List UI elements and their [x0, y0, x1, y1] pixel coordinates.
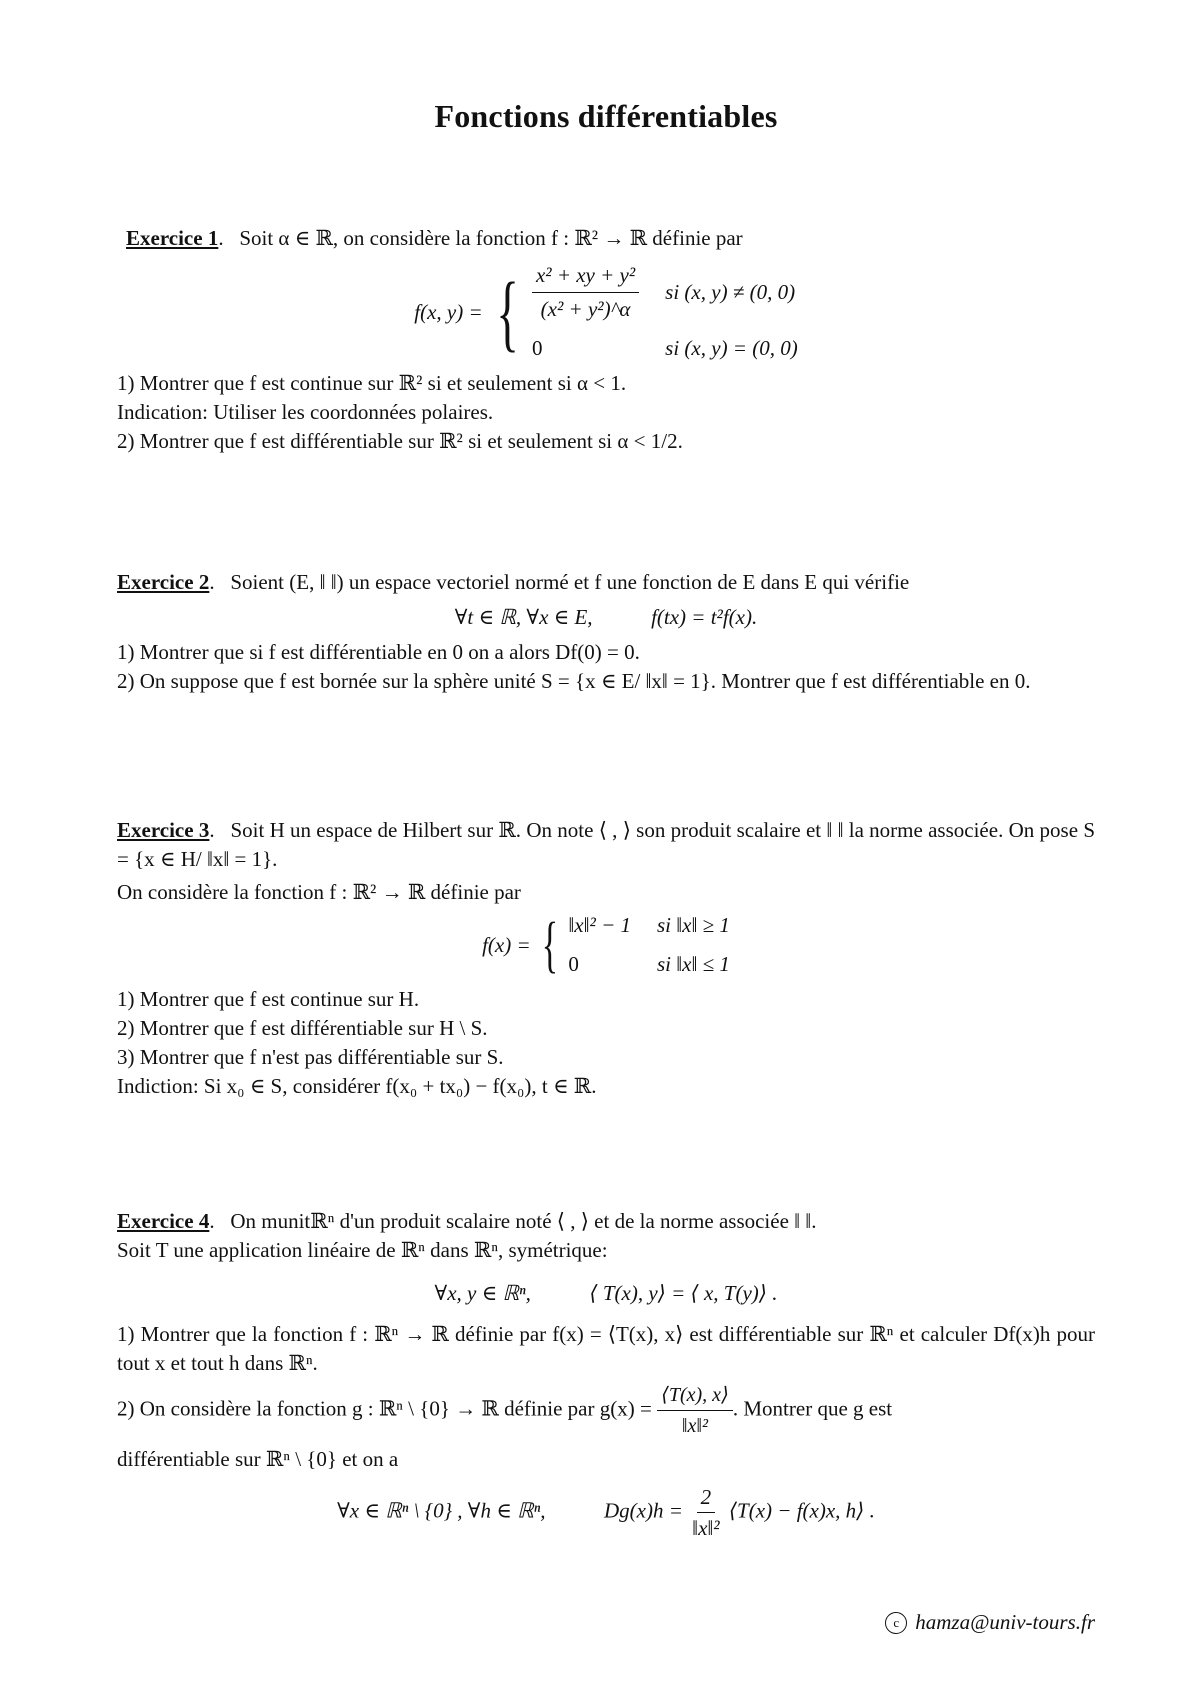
exercise-1-numerator: x² + xy + y² — [532, 261, 639, 293]
exercise-4-final-rhs: ⟨T(x) − f(x)x, h⟩ . — [728, 1498, 875, 1523]
exercise-4-symmetry-formula — [117, 1279, 1095, 1308]
exercise-1-condition-1: si (x, y) ≠ (0, 0) — [665, 280, 796, 304]
exercise-4-formula-quantifiers: ∀x, y ∈ ℝⁿ, — [434, 1281, 531, 1305]
exercise-2-question-2: 2) On suppose que f est bornée sur la sphère unité S = {x ∈ E/ ‖x‖ = 1}. Montrer que f est différentiable en 0. — [117, 669, 1031, 693]
exercise-3-question-1: 1) Montrer que f est continue sur H. — [117, 987, 420, 1011]
exercise-3-question-3: 3) Montrer que f n'est pas différentiable sur S. — [117, 1045, 504, 1069]
exercise-4-question-2-start: 2) On considère la fonction g : ℝⁿ \ {0} → ℝ définie par g(x) = — [117, 1396, 652, 1421]
exercise-1-definition — [117, 261, 1095, 363]
exercise-1-condition-2: si (x, y) = (0, 0) — [665, 336, 798, 360]
exercise-3-case-2: 0 — [568, 952, 579, 976]
exercise-3-lhs: f(x) = — [482, 932, 531, 957]
left-brace: { — [495, 264, 519, 360]
exercise-3-intro-2: On considère la fonction f : ℝ² → ℝ définie par — [117, 880, 521, 904]
exercise-4-g-numerator: ⟨T(x), x⟩ — [657, 1382, 733, 1411]
author-email: hamza@univ-tours.fr — [915, 1610, 1095, 1634]
exercise-4-g-fraction — [657, 1382, 733, 1439]
exercise-4-final-denominator: ‖x‖² — [692, 1516, 720, 1540]
exercise-3-condition-2: si ‖x‖ ≤ 1 — [657, 952, 730, 976]
exercise-1-intro: Soit α ∈ ℝ, on considère la fonction f : ℝ² → ℝ définie par — [239, 226, 743, 250]
exercise-1-hint: Indication: Utiliser les coordonnées polaires. — [117, 400, 494, 424]
exercise-1-question-2: 2) Montrer que f est différentiable sur ℝ² si et seulement si α < 1/2. — [117, 429, 683, 453]
exercise-3-hint: Indiction: Si x₀ ∈ S, considérer f(x₀ + tx₀) − f(x₀), t ∈ ℝ. — [117, 1074, 597, 1098]
exercise-3: Exercice 3. Soit H un espace de Hilbert sur ℝ. On note ⟨ , ⟩ son produit scalaire et ‖ ‖ la norme associée. On pose S = {x ∈ H/ ‖x‖ = 1}. On considère la fonction f : ℝ² → ℝ définie par f(x) = { ‖x‖² − 1 si ‖x‖ ≥ 1 0 si ‖x‖ ≤ 1 1) Montrer que f est continue sur H. 2) Montrer que f est différentiable sur H \ S. 3) Montrer que f n'est pas différentiable sur S. Indiction: Si x₀ ∈ S, considérer f(x₀ + tx₀) − f(x₀), t ∈ ℝ. — [117, 816, 1095, 1101]
exercise-1-case-2: 0 — [531, 336, 543, 360]
exercise-4-question-1: 1) Montrer que la fonction f : ℝⁿ → ℝ définie par f(x) = ⟨T(x), x⟩ est différentiable sur ℝⁿ et calculer Df(x)h pour tout x et tout h dans ℝⁿ. — [117, 1322, 1095, 1375]
copyright-icon: c — [885, 1612, 907, 1634]
exercise-4-question-2 — [117, 1382, 1095, 1439]
exercise-2-question-1: 1) Montrer que si f est différentiable en 0 on a alors Df(0) = 0. — [117, 640, 640, 664]
exercise-4-question-2-end: . Montrer que g est — [732, 1396, 893, 1421]
exercise-1-heading: Exercice 1 — [126, 226, 219, 250]
exercise-4-final-fraction — [688, 1484, 723, 1541]
exercise-4: Exercice 4. On munitℝⁿ d'un produit scalaire noté ⟨ , ⟩ et de la norme associée ‖ ‖. Soit T une application linéaire de ℝⁿ dans ℝⁿ, symétrique: ∀x, y ∈ ℝⁿ, ⟨ T(x), y⟩ = ⟨ x, T(y)⟩ . 1) Montrer que la fonction f : ℝⁿ → ℝ définie par f(x) = ⟨T(x), x⟩ est différentiable sur ℝⁿ et calculer Df(x)h pour tout x et tout h dans ℝⁿ. 2) On considère la fonction g : ℝⁿ \ {0} → ℝ définie par g(x) = $\frac{⟨T(x), x⟩}{\text{‖x‖²}}$ . Montrer que g est différentiable sur ℝⁿ \ {0} et on a ∀x ∈ ℝⁿ \ {0} , ∀h ∈ ℝⁿ, Dg(x)h = $\frac{2}{\text{‖x‖²}}$ ⟨T(x) − f(x)x, h⟩ . — [117, 1209, 1095, 1540]
exercise-4-intro: On munitℝⁿ d'un produit scalaire noté ⟨ , ⟩ et de la norme associée ‖ ‖. — [230, 1209, 817, 1233]
exercise-4-final-formula — [117, 1484, 1095, 1541]
exercise-4-formula-identity: ⟨ T(x), y⟩ = ⟨ x, T(y)⟩ . — [589, 1281, 778, 1305]
exercise-4-g-denominator: ‖x‖² — [681, 1415, 709, 1437]
exercise-1-denominator: (x² + y²)^α — [540, 297, 631, 321]
exercise-3-question-2: 2) Montrer que f est différentiable sur H \ S. — [117, 1016, 488, 1040]
footer-copyright — [885, 1610, 1095, 1635]
exercise-2-formula-identity: f(tx) = t²f(x). — [651, 605, 758, 629]
exercise-4-final-numerator: 2 — [697, 1484, 716, 1513]
exercise-4-question-2-line-2: différentiable sur ℝⁿ \ {0} et on a — [117, 1447, 399, 1471]
exercise-2-intro: Soient (E, ‖ ‖) un espace vectoriel normé et f une fonction de E dans E qui vérifie — [230, 570, 910, 594]
page-title: Fonctions différentiables — [434, 98, 778, 134]
exercise-1-fraction — [532, 261, 639, 324]
exercise-4-heading: Exercice 4 — [117, 1209, 210, 1233]
left-brace: { — [541, 911, 558, 979]
exercise-4-final-quantifiers: ∀x ∈ ℝⁿ \ {0} , ∀h ∈ ℝⁿ, — [337, 1498, 546, 1523]
exercise-2-formula — [117, 603, 1095, 632]
exercise-3-condition-1: si ‖x‖ ≥ 1 — [657, 913, 730, 937]
exercise-1-lhs: f(x, y) = — [414, 299, 483, 324]
exercise-2-heading: Exercice 2 — [117, 570, 210, 594]
exercise-3-intro: Soit H un espace de Hilbert sur ℝ. On note ⟨ , ⟩ son produit scalaire et ‖ ‖ la norme associée. On pose S = {x ∈ H/ ‖x‖ = 1}. — [117, 818, 1096, 871]
exercise-3-definition — [117, 911, 1095, 979]
exercise-4-final-lhs: Dg(x)h = — [604, 1498, 683, 1523]
exercise-1-question-1: 1) Montrer que f est continue sur ℝ² si et seulement si α < 1. — [117, 371, 627, 395]
exercise-2-formula-quantifiers: ∀t ∈ ℝ, ∀x ∈ E, — [454, 605, 593, 629]
exercise-4-intro-2: Soit T une application linéaire de ℝⁿ dans ℝⁿ, symétrique: — [117, 1238, 608, 1262]
exercise-1: Exercice 1. Soit α ∈ ℝ, on considère la fonction f : ℝ² → ℝ définie par f(x, y) = { $\frac{\text{x² + xy + y²}}{\text{(x² + y²)\textasciicircum{}α}}$ si (x, y) ≠ (0, 0) 0 si (x, y) = (0, 0) 1) Montrer que f est continue sur ℝ² si et seulement si α < 1. Indication: Utiliser les coordonnées polaires. 2) Montrer que f est différentiable sur ℝ² si et seulement si α < 1/2. — [117, 224, 1095, 456]
exercise-2: Exercice 2. Soient (E, ‖ ‖) un espace vectoriel normé et f une fonction de E dans E qui vérifie ∀t ∈ ℝ, ∀x ∈ E, f(tx) = t²f(x). 1) Montrer que si f est différentiable en 0 on a alors Df(0) = 0. 2) On suppose que f est bornée sur la sphère unité S = {x ∈ E/ ‖x‖ = 1}. Montrer que f est différentiable en 0. — [117, 568, 1095, 696]
exercise-3-heading: Exercice 3 — [117, 818, 210, 842]
exercise-3-case-1: ‖x‖² − 1 — [568, 913, 631, 937]
